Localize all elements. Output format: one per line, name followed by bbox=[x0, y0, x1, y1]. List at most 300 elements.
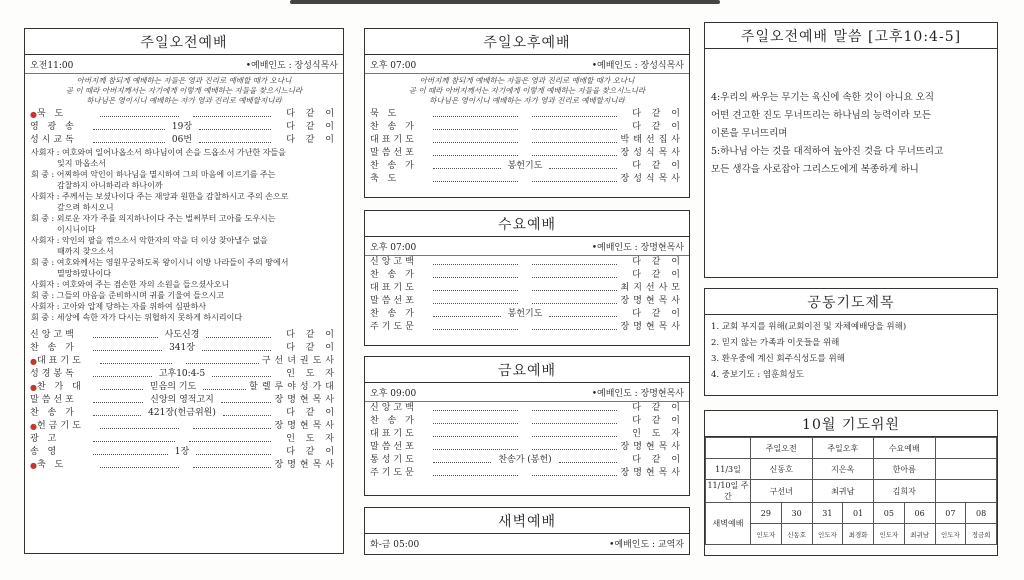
order-person: 박태선집사 bbox=[620, 135, 684, 145]
leader-dots bbox=[433, 295, 518, 304]
dawn-title: 새벽예배 bbox=[365, 508, 689, 534]
row-date: 11/10일 주간 bbox=[707, 481, 749, 501]
order-person: 다 같 이 bbox=[286, 122, 338, 132]
sunday-pm-title: 주일오후예배 bbox=[365, 29, 689, 55]
responsive-line: 사회자 : 악인의 팔을 꺾으소서 악한자의 악을 더 이상 찾아낼수 없을 bbox=[31, 236, 268, 245]
prayer-item: 4. 중보기도 : 염훈희성도 bbox=[711, 370, 804, 380]
order-row bbox=[365, 108, 689, 121]
order-label bbox=[30, 407, 90, 420]
order-label-text: 찬 송 가 bbox=[370, 309, 417, 319]
responsive-continuation: 멸망하였나이다 bbox=[57, 269, 112, 278]
order-label-text: 대표기도 bbox=[370, 283, 417, 293]
leader-dots bbox=[93, 134, 165, 143]
leader-dots bbox=[532, 108, 617, 117]
order-person: 장명현목사 bbox=[620, 322, 684, 332]
dawn-name-cell: 인도자 bbox=[751, 524, 782, 545]
dawn-name-cell: 인도자 bbox=[812, 524, 843, 545]
order-detail bbox=[521, 295, 529, 308]
order-detail: 421장(헌금위원) bbox=[148, 408, 216, 418]
order-person: 다 같 이 bbox=[286, 343, 338, 353]
leader-dots bbox=[100, 459, 179, 468]
intro-line: 아버지께 참되게 예배하는 자들은 영과 진리로 예배할 때가 오나니 bbox=[76, 76, 292, 85]
order-row bbox=[25, 420, 343, 433]
dawn-name-cell: 인도자 bbox=[874, 524, 905, 545]
leader-dots bbox=[433, 147, 518, 156]
order-label-text: 찬 가 대 bbox=[36, 382, 84, 392]
dawn-name-cell: 정금희 bbox=[966, 524, 997, 545]
order-label-text: 찬 송 가 bbox=[30, 408, 77, 418]
order-person: 장명현목사 bbox=[274, 421, 339, 431]
leader-dots bbox=[433, 321, 518, 330]
prayer-hands-icon: ● bbox=[30, 422, 37, 431]
sunday-am-title: 주일오전예배 bbox=[25, 29, 343, 55]
order-person: 다 같 이 bbox=[632, 309, 684, 319]
order-row bbox=[25, 446, 343, 459]
dawn-date-cell: 08 bbox=[966, 503, 997, 524]
leader-dots bbox=[433, 454, 491, 463]
order-detail: 06번 bbox=[171, 135, 193, 145]
leader-dots bbox=[532, 121, 617, 130]
leader-dots bbox=[93, 407, 141, 416]
order-person: 인 도 자 bbox=[632, 429, 684, 439]
order-detail: 1장 bbox=[174, 447, 190, 457]
leader-dots bbox=[532, 402, 617, 411]
leader-dots bbox=[221, 394, 271, 403]
order-label-text: 묵 도 bbox=[36, 109, 67, 119]
order-detail bbox=[521, 467, 529, 480]
order-label bbox=[30, 121, 90, 134]
order-row bbox=[365, 308, 689, 321]
order-detail: 찬송가 (봉헌) bbox=[498, 455, 552, 465]
order-label-text: 찬 송 가 bbox=[370, 416, 417, 426]
empty-cell bbox=[935, 438, 997, 459]
order-person: 다 같 이 bbox=[286, 109, 339, 119]
order-person: 인 도 자 bbox=[286, 434, 338, 444]
order-label-text: 성시교독 bbox=[30, 135, 77, 145]
responsive-continuation: 감찰하지 아니하리라 하나이까 bbox=[57, 181, 163, 190]
responsive-continuation: 갚으려 하시오니 bbox=[57, 203, 114, 212]
friday-title: 금요예배 bbox=[365, 357, 689, 383]
order-label bbox=[370, 121, 430, 134]
order-label bbox=[37, 355, 97, 368]
order-detail: 341장 bbox=[169, 343, 195, 353]
order-person: 장명현목사 bbox=[620, 442, 684, 452]
prayer-title: 공동기도제목 bbox=[705, 289, 997, 315]
order-label bbox=[370, 134, 430, 147]
order-person: 다 같 이 bbox=[632, 455, 685, 465]
order-label-text: 찬 송 가 bbox=[370, 270, 417, 280]
dawn-panel bbox=[364, 507, 690, 555]
prayer-list bbox=[705, 315, 997, 387]
leader-dots bbox=[433, 173, 518, 182]
leader-dots bbox=[100, 381, 143, 390]
order-detail bbox=[521, 428, 529, 441]
order-label-text: 말씀선포 bbox=[370, 148, 417, 158]
leader-dots bbox=[93, 368, 152, 377]
order-row bbox=[365, 428, 689, 441]
responsive-continuation: 이시니이다 bbox=[57, 225, 96, 234]
leader-dots bbox=[193, 459, 272, 468]
leader-dots bbox=[433, 415, 518, 424]
leader-dots bbox=[433, 269, 518, 278]
order-label-text: 광 고 bbox=[30, 434, 60, 444]
leader-dots bbox=[433, 308, 501, 317]
order-person: 다 같 이 bbox=[632, 161, 684, 171]
sunday-pm-intro bbox=[365, 74, 689, 108]
sunday-am-time: 오전11:00 bbox=[30, 61, 74, 71]
order-detail bbox=[178, 433, 186, 446]
order-detail: 믿음의 기도 bbox=[149, 382, 197, 392]
order-label-text: 찬 송 가 bbox=[370, 122, 417, 132]
order-row bbox=[25, 342, 343, 355]
order-row bbox=[25, 134, 343, 147]
prayer-hands-icon: ● bbox=[30, 461, 37, 470]
leader-dots bbox=[93, 342, 162, 351]
name-cell: 한아름 bbox=[874, 459, 936, 480]
order-label-text: 송 영 bbox=[30, 447, 60, 457]
order-label bbox=[370, 415, 430, 428]
committee-table bbox=[705, 437, 997, 545]
intro-line: 하나님은 영이시니 예배하는 자가 영과 진리로 예배할지니라 bbox=[86, 96, 282, 105]
dawn-date-cell: 01 bbox=[843, 503, 874, 524]
leader-dots bbox=[433, 282, 518, 291]
dawn-leader: •예배인도 : 교역자 bbox=[609, 540, 684, 550]
order-row bbox=[365, 295, 689, 308]
leader-dots bbox=[433, 467, 518, 476]
order-label bbox=[30, 329, 90, 342]
leader-dots bbox=[433, 256, 518, 265]
responsive-line: 사회자 : 여호와여 주는 겸손한 자의 소원을 들으셨사오니 bbox=[31, 280, 230, 289]
order-detail bbox=[182, 420, 190, 433]
order-label bbox=[370, 428, 430, 441]
sunday-am-leader: •예배인도 : 장성식목사 bbox=[245, 61, 338, 71]
responsive-line: 회 중 : 세상에 속한 자가 다시는 위협하지 못하게 하시리이다 bbox=[31, 313, 243, 322]
friday-time: 오후 09:00 bbox=[370, 389, 417, 399]
responsive-continuation: 때까지 찾으소서 bbox=[57, 247, 114, 256]
name-cell: 지은옥 bbox=[812, 459, 874, 480]
leader-dots bbox=[433, 108, 518, 117]
committee-header-row bbox=[706, 438, 997, 459]
order-label bbox=[37, 381, 97, 394]
order-person: 최지선사모 bbox=[620, 283, 684, 293]
leader-dots bbox=[189, 433, 271, 442]
order-label-text: 대표기도 bbox=[370, 429, 417, 439]
order-label-text: 말씀선포 bbox=[370, 296, 417, 306]
order-row bbox=[365, 415, 689, 428]
order-person: 장명현목사 bbox=[274, 395, 339, 405]
leader-dots bbox=[433, 402, 518, 411]
order-row bbox=[25, 433, 343, 446]
leader-dots bbox=[193, 420, 272, 429]
name-cell: 김희자 bbox=[874, 480, 936, 503]
friday-leader: •예배인도 : 장명현목사 bbox=[591, 389, 684, 399]
prayer-hands-icon: ● bbox=[30, 110, 37, 119]
leader-dots bbox=[433, 441, 518, 450]
leader-dots bbox=[193, 108, 272, 117]
dawn-date-cell: 30 bbox=[781, 503, 812, 524]
name-cell: 신동호 bbox=[751, 459, 813, 480]
leader-dots bbox=[433, 121, 518, 130]
order-person: 다 같 이 bbox=[632, 403, 684, 413]
order-person: 장성식목사 bbox=[620, 174, 684, 184]
intro-line: 아버지께 참되게 예배하는 자들은 영과 진리로 예배할 때가 오나니 bbox=[419, 76, 635, 85]
committee-title: 10월 기도위원 bbox=[705, 411, 997, 437]
order-detail bbox=[521, 121, 529, 134]
leader-dots bbox=[206, 329, 271, 338]
wednesday-title: 수요예배 bbox=[365, 211, 689, 237]
order-person: 장명현목사 bbox=[620, 296, 684, 306]
order-detail bbox=[175, 355, 183, 368]
responsive-line: 사회자 : 여호와여 일어나옵소서 하나님이여 손을 드옵소서 가난한 자들을 bbox=[31, 148, 286, 157]
intro-line: 하나님은 영이시니 예배하는 자가 영과 진리로 예배할지니라 bbox=[429, 96, 625, 105]
order-row bbox=[365, 467, 689, 480]
order-detail: 신앙의 영적고지 bbox=[150, 395, 214, 405]
order-label-text: 주기도문 bbox=[370, 468, 417, 478]
order-row bbox=[25, 121, 343, 134]
leader-dots bbox=[196, 446, 271, 455]
order-label bbox=[37, 108, 97, 121]
committee-row bbox=[706, 459, 997, 480]
leader-dots bbox=[199, 134, 271, 143]
dawn-date-cell: 29 bbox=[751, 503, 782, 524]
sunday-am-intro bbox=[25, 74, 343, 108]
dawn-date-cell: 31 bbox=[812, 503, 843, 524]
col-header: 주일오전 bbox=[751, 438, 813, 459]
order-label bbox=[370, 108, 430, 121]
order-label-text: 말씀선포 bbox=[370, 442, 417, 452]
order-person: 구선녀권도사 bbox=[261, 356, 338, 366]
dawn-name-cell: 최경화 bbox=[843, 524, 874, 545]
sunday-pm-time: 오후 07:00 bbox=[370, 61, 417, 71]
verse-line: 이론을 무너뜨리며 bbox=[711, 128, 788, 139]
order-detail bbox=[182, 459, 190, 472]
leader-dots bbox=[93, 394, 143, 403]
leader-dots bbox=[559, 454, 617, 463]
intro-line: 곧 이 때라 아버지께서는 자기에게 이렇게 예배하는 자들을 찾으시느니라 bbox=[65, 86, 303, 95]
order-label bbox=[30, 446, 90, 459]
order-label bbox=[370, 441, 430, 454]
order-label bbox=[370, 295, 430, 308]
order-label bbox=[370, 454, 430, 467]
sermon-text bbox=[705, 49, 997, 187]
dawn-name-cell: 신동호 bbox=[781, 524, 812, 545]
order-person: 다 같 이 bbox=[632, 257, 684, 267]
dawn-date-cell: 07 bbox=[935, 503, 966, 524]
order-detail bbox=[521, 269, 529, 282]
leader-dots bbox=[532, 282, 617, 291]
dawn-label: 새벽예배 bbox=[706, 503, 751, 545]
order-detail bbox=[521, 415, 529, 428]
leader-dots bbox=[532, 173, 617, 182]
order-label-text: 찬 송 가 bbox=[30, 343, 77, 353]
name-cell: 최귀남 bbox=[812, 480, 874, 503]
order-label bbox=[37, 459, 97, 472]
order-label-text: 통성기도 bbox=[370, 455, 417, 465]
order-person: 다 같 이 bbox=[286, 447, 339, 457]
order-label bbox=[370, 173, 430, 186]
order-label bbox=[30, 394, 90, 407]
order-person: 다 같 이 bbox=[286, 135, 338, 145]
order-detail: 봉헌기도 bbox=[507, 309, 543, 319]
scan-edge bbox=[290, 0, 720, 4]
order-row bbox=[365, 160, 689, 173]
order-label bbox=[370, 282, 430, 295]
order-label-text: 축 도 bbox=[370, 174, 400, 184]
dawn-date-cell: 06 bbox=[904, 503, 935, 524]
leader-dots bbox=[202, 342, 271, 351]
prayer-item: 3. 환우중에 계신 회주식성도를 위해 bbox=[711, 354, 845, 364]
dawn-name-cell: 최귀남 bbox=[904, 524, 935, 545]
order-person: 다 같 이 bbox=[632, 109, 684, 119]
order-label bbox=[30, 134, 90, 147]
sunday-am-panel bbox=[24, 28, 344, 554]
order-row bbox=[25, 459, 343, 472]
leader-dots bbox=[549, 308, 617, 317]
leader-dots bbox=[433, 134, 518, 143]
order-detail bbox=[521, 108, 529, 121]
leader-dots bbox=[93, 329, 158, 338]
order-row bbox=[25, 394, 343, 407]
leader-dots bbox=[93, 446, 168, 455]
responsive-line: 회 중 : 그들의 마음을 준비하시며 귀를 기울여 들으시고 bbox=[31, 291, 225, 300]
prayer-hands-icon: ● bbox=[30, 357, 37, 366]
order-person: 다 같 이 bbox=[632, 270, 684, 280]
order-detail bbox=[521, 256, 529, 269]
order-detail: 19장 bbox=[171, 122, 193, 132]
order-detail: 고후10:4-5 bbox=[158, 369, 206, 379]
col-header: 수요예배 bbox=[874, 438, 936, 459]
order-row bbox=[25, 368, 343, 381]
sermon-panel bbox=[704, 22, 998, 278]
order-label-text: 축 도 bbox=[36, 460, 67, 470]
dawn-header bbox=[365, 534, 689, 552]
committee-row bbox=[706, 480, 997, 503]
order-label-text: 묵 도 bbox=[370, 109, 400, 119]
order-label bbox=[370, 269, 430, 282]
order-person: 인 도 자 bbox=[286, 369, 338, 379]
order-person: 다 같 이 bbox=[632, 416, 684, 426]
leader-dots bbox=[93, 121, 165, 130]
leader-dots bbox=[100, 108, 179, 117]
order-label-text: 헌금기도 bbox=[36, 421, 84, 431]
order-row bbox=[25, 329, 343, 342]
row-date: 11/3일 bbox=[706, 459, 751, 480]
order-row bbox=[365, 454, 689, 467]
order-person: 다 같 이 bbox=[286, 408, 339, 418]
order-label-text: 주기도문 bbox=[370, 322, 417, 332]
wednesday-time: 오후 07:00 bbox=[370, 243, 417, 253]
dawn-time: 화-금 05:00 bbox=[370, 540, 420, 550]
leader-dots bbox=[532, 441, 617, 450]
order-detail bbox=[521, 441, 529, 454]
verse-line: 모든 생각을 사로잡아 그리스도에게 복종하게 하니 bbox=[711, 164, 919, 175]
order-label bbox=[370, 308, 430, 321]
responsive-line: 회 중 : 여호와께서는 영원무궁하도록 왕이시니 이방 나라들이 주의 땅에서 bbox=[31, 258, 289, 267]
order-label bbox=[30, 342, 90, 355]
order-person: 장명현목사 bbox=[620, 468, 684, 478]
order-detail: 봉헌기도 bbox=[507, 161, 543, 171]
empty-cell bbox=[935, 459, 997, 480]
leader-dots bbox=[532, 415, 617, 424]
order-person: 할렐루야성가대 bbox=[249, 382, 338, 392]
order-row bbox=[365, 256, 689, 269]
friday-panel bbox=[364, 356, 690, 496]
order-detail: 사도신경 bbox=[164, 330, 200, 340]
prayer-item: 1. 교회 부지를 위해(교회이전 및 자체예배당을 위해) bbox=[711, 322, 907, 332]
leader-dots bbox=[433, 428, 518, 437]
wednesday-header bbox=[365, 237, 689, 256]
name-cell: 구선녀 bbox=[751, 480, 813, 503]
order-detail bbox=[521, 173, 529, 186]
leader-dots bbox=[212, 368, 271, 377]
empty-cell bbox=[935, 480, 997, 503]
order-row bbox=[365, 282, 689, 295]
order-person: 다 같 이 bbox=[632, 122, 684, 132]
order-label bbox=[370, 256, 430, 269]
leader-dots bbox=[532, 295, 617, 304]
leader-dots bbox=[186, 355, 258, 364]
leader-dots bbox=[100, 355, 172, 364]
order-label-text: 성경봉독 bbox=[30, 369, 77, 379]
order-row bbox=[25, 407, 343, 420]
leader-dots bbox=[532, 256, 617, 265]
order-row bbox=[25, 355, 343, 368]
intro-line: 곧 이 때라 아버지께서는 자기에게 이렇게 예배하는 자들을 찾으시느니라 bbox=[408, 86, 646, 95]
order-label bbox=[37, 420, 97, 433]
wednesday-leader: •예배인도 : 장명현목사 bbox=[591, 243, 684, 253]
leader-dots bbox=[532, 269, 617, 278]
order-row bbox=[365, 402, 689, 415]
leader-dots bbox=[532, 467, 617, 476]
leader-dots bbox=[93, 433, 175, 442]
order-row bbox=[365, 121, 689, 134]
responsive-line: 회 중 : 외로운 자가 주를 의지하나이다 주는 벌써부터 고아를 도우시는 bbox=[31, 214, 276, 223]
leader-dots bbox=[203, 381, 246, 390]
order-person: 장명현목사 bbox=[274, 460, 339, 470]
order-label bbox=[370, 160, 430, 173]
order-detail bbox=[521, 321, 529, 334]
verse-line: 4:우리의 싸우는 무기는 육신에 속한 것이 아니요 오직 bbox=[711, 92, 935, 103]
order-row bbox=[365, 134, 689, 147]
order-row bbox=[25, 108, 343, 121]
order-person: 다 같 이 bbox=[286, 330, 338, 340]
order-row bbox=[365, 269, 689, 282]
order-label bbox=[370, 321, 430, 334]
order-label-text: 영 광 송 bbox=[30, 122, 77, 132]
committee-panel bbox=[704, 410, 998, 556]
leader-dots bbox=[532, 321, 617, 330]
verse-line: 어떤 견고한 진도 무너뜨리는 하나님의 능력이라 모든 bbox=[711, 110, 932, 121]
order-label-text: 대표기도 bbox=[36, 356, 84, 366]
responsive-line: 회 중 : 어찌하여 악인이 하나님을 멸시하여 그의 마음에 이르기를 주는 bbox=[31, 170, 276, 179]
order-row bbox=[365, 321, 689, 334]
leader-dots bbox=[100, 420, 179, 429]
order-person: 장성식목사 bbox=[620, 148, 684, 158]
dawn-name-cell: 인도자 bbox=[935, 524, 966, 545]
responsive-continuation: 잊지 마옵소서 bbox=[57, 159, 106, 168]
order-detail bbox=[521, 147, 529, 160]
leader-dots bbox=[532, 134, 617, 143]
prayer-item: 2. 믿지 않는 가족과 이웃들을 위해 bbox=[711, 338, 840, 348]
order-label-text: 신앙고백 bbox=[370, 257, 417, 267]
sunday-pm-header bbox=[365, 55, 689, 74]
sermon-title: 주일오전예배 말씀 [고후10:4-5] bbox=[705, 23, 997, 49]
friday-header bbox=[365, 383, 689, 402]
order-label-text: 말씀선포 bbox=[30, 395, 77, 405]
order-detail bbox=[521, 282, 529, 295]
dawn-date-cell: 05 bbox=[874, 503, 905, 524]
col-header: 주일오후 bbox=[812, 438, 874, 459]
